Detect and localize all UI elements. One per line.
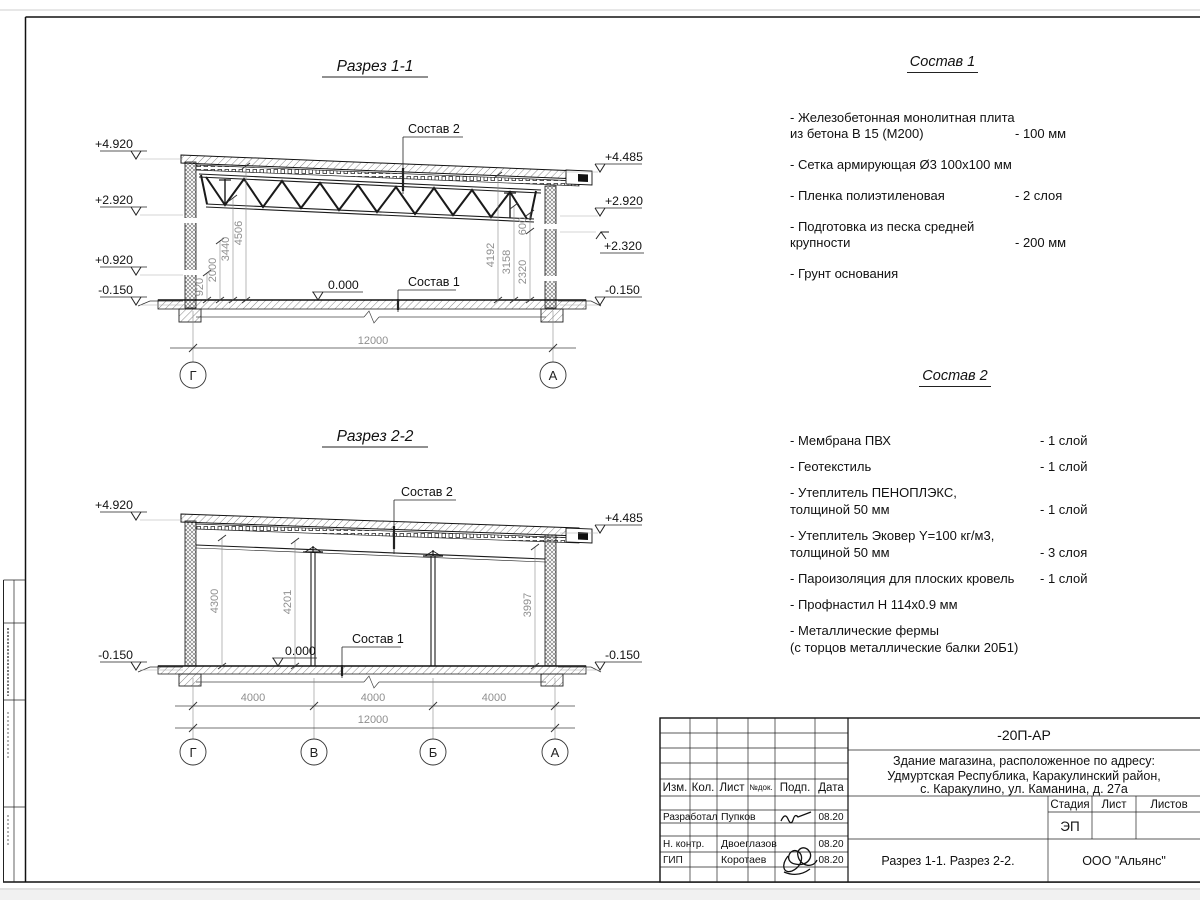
material-line2: толщиной 50 мм — [790, 545, 890, 560]
row-role: ГИП — [663, 855, 683, 866]
elevation-label: +2.920 — [605, 194, 643, 208]
row-date: 08.20 — [818, 855, 844, 866]
material-line2: (с торцов металлические балки 20Б1) — [790, 640, 1019, 655]
dim-label: 920 — [194, 277, 206, 297]
dim-label: 4000 — [481, 692, 507, 704]
side-stamp — [4, 580, 26, 882]
axis-label: Б — [428, 745, 438, 760]
material-line1: - Утеплитель Эковер Y=100 кг/м3, — [790, 528, 995, 543]
dim-label: 2000 — [207, 257, 219, 283]
stage-value: ЭП — [1060, 819, 1080, 834]
material-item — [790, 110, 1095, 142]
material-line1: - Пароизоляция для плоских кровель — [790, 571, 1015, 586]
material-item — [790, 622, 1120, 656]
material-item — [790, 570, 1120, 587]
axis-label: В — [309, 745, 319, 760]
foundation-right — [541, 674, 563, 686]
underfloor-line — [196, 311, 546, 323]
elevation-marks-left — [100, 151, 183, 305]
material-line1: - Сетка армирующая Ø3 100х100 мм — [790, 157, 1012, 172]
truss-bottom-chord-edge2 — [196, 548, 545, 562]
row-role: Разработал — [663, 812, 718, 823]
floor-slab — [158, 666, 586, 674]
material-qty: - 2 слоя — [1015, 188, 1063, 203]
company-name: ООО "Альянс" — [1082, 854, 1166, 868]
col-header-kol: Кол. — [691, 782, 715, 794]
elevation-label: +2.320 — [604, 239, 642, 253]
material-item — [790, 157, 1095, 173]
material-qty: - 1 слой — [1040, 502, 1088, 517]
material-line1: - Геотекстиль — [790, 459, 872, 474]
material-item — [790, 458, 1120, 475]
dim-label: 4000 — [360, 692, 386, 704]
col-header-ndok: №док. — [749, 783, 773, 792]
sostav2-label: Состав 2 — [408, 122, 460, 136]
col-header-list: Лист — [719, 782, 745, 794]
sheets-header: Листов — [1150, 799, 1188, 811]
truss-bottom-chord-edge — [196, 545, 545, 559]
roof-end-cap-core — [578, 174, 588, 182]
row-role: Н. контр. — [663, 839, 705, 850]
material-qty: - 100 мм — [1015, 126, 1067, 141]
material-item — [790, 432, 1120, 449]
axis-label: А — [550, 745, 560, 760]
foundation-left — [179, 309, 201, 322]
row-name: Двоеглазов — [721, 838, 777, 850]
object-address-line1: Здание магазина, расположенное по адресу: — [893, 754, 1155, 768]
elevation-label: +2.920 — [95, 193, 133, 207]
zero-mark — [312, 292, 363, 300]
col-header-data: Дата — [818, 782, 844, 794]
sostav1-list — [790, 54, 1095, 297]
zero-label: 0.000 — [328, 278, 359, 292]
material-line1: - Профнастил Н 114х0.9 мм — [790, 597, 958, 612]
material-qty: - 200 мм — [1015, 235, 1067, 250]
col-header-podp: Подп. — [779, 782, 811, 794]
material-line1: - Пленка полиэтиленовая — [790, 188, 945, 203]
material-line1: - Мембрана ПВХ — [790, 433, 891, 448]
elevation-label: +0.920 — [95, 253, 133, 267]
foundation-right — [541, 309, 563, 322]
material-item — [790, 527, 1120, 561]
material-item — [790, 484, 1120, 518]
section-1-1 — [95, 58, 644, 388]
material-line1: - Подготовка из песка средней — [790, 219, 975, 234]
wall-left — [185, 521, 196, 666]
col-header-izm: Изм. — [662, 782, 688, 794]
elevation-label: +4.920 — [95, 498, 133, 512]
object-address-line2: Удмуртская Республика, Каракулинский район, — [887, 769, 1161, 783]
sheet-title: Разрез 1-1. Разрез 2-2. — [881, 854, 1015, 868]
project-code: -20П-АР — [997, 727, 1051, 743]
elevation-label: -0.150 — [605, 283, 640, 297]
sostav1-label: Состав 1 — [352, 632, 404, 646]
object-address-line3: с. Каракулино, ул. Каманина, д. 27а — [920, 782, 1128, 796]
material-line1: - Грунт основания — [790, 266, 899, 281]
sostav1-list-title: Состав 1 — [790, 54, 1095, 73]
dim-label: 4000 — [240, 692, 266, 704]
axis-label: Г — [189, 745, 197, 760]
material-item — [790, 219, 1095, 251]
material-line1: - Утеплитель ПЕНОПЛЭКС, — [790, 485, 957, 500]
sostav2-list — [790, 368, 1120, 665]
section1-title: Разрез 1-1 — [336, 58, 414, 75]
underfloor-line — [196, 676, 546, 688]
elevation-label: +4.485 — [605, 150, 643, 164]
dim-total-label: 12000 — [357, 714, 389, 726]
section-2-2 — [95, 428, 643, 765]
floor-slab — [158, 300, 586, 309]
sostav1-label: Состав 1 — [408, 275, 460, 289]
material-qty: - 1 слой — [1040, 433, 1088, 448]
material-line2: из бетона В 15 (М200) — [790, 126, 924, 141]
dim-total-label: 12000 — [357, 335, 389, 347]
foundation-left — [179, 674, 201, 686]
dim-label: 2320 — [517, 259, 529, 285]
material-line1: - Железобетонная монолитная плита — [790, 110, 1015, 125]
axis-bubbles — [180, 362, 566, 388]
material-item — [790, 266, 1095, 282]
wall-right — [545, 535, 556, 666]
row-date: 08.20 — [818, 839, 844, 850]
axis-label: Г — [189, 368, 197, 383]
zero-mark — [272, 658, 317, 666]
elevation-label: -0.150 — [605, 648, 640, 662]
sostav2-list-title: Состав 2 — [790, 368, 1120, 387]
sheet-header: Лист — [1101, 799, 1127, 811]
dim-label: 3997 — [522, 592, 534, 618]
dim-label: 4192 — [485, 242, 497, 268]
dim-label: 4201 — [282, 589, 294, 615]
row-name: Коротаев — [721, 854, 767, 866]
material-item — [790, 188, 1095, 204]
elevation-label: +4.920 — [95, 137, 133, 151]
material-line1: - Металлические фермы — [790, 623, 939, 638]
material-qty: - 3 слоя — [1040, 545, 1088, 560]
dim-label: 4300 — [209, 588, 221, 614]
stage-header: Стадия — [1050, 799, 1090, 811]
dim-label: 3158 — [501, 249, 513, 275]
axis-label: А — [548, 368, 558, 383]
wall-right — [544, 186, 557, 308]
dim-label: 3440 — [220, 236, 232, 262]
row-date: 08.20 — [818, 812, 844, 823]
column-V — [423, 550, 443, 666]
axis-bubbles — [180, 739, 568, 765]
material-line2: толщиной 50 мм — [790, 502, 890, 517]
dim-label: 4506 — [233, 220, 245, 246]
material-item — [790, 596, 1120, 613]
elevation-label: -0.150 — [98, 648, 133, 662]
sostav2-label: Состав 2 — [401, 485, 453, 499]
zero-label: 0.000 — [285, 644, 316, 658]
section2-title: Разрез 2-2 — [336, 428, 414, 445]
elevation-label: -0.150 — [98, 283, 133, 297]
material-qty: - 1 слой — [1040, 459, 1088, 474]
elevation-marks-left — [100, 512, 183, 670]
title-block — [660, 718, 1200, 882]
row-name: Пупков — [721, 811, 756, 823]
dim-label: 600 — [517, 216, 529, 236]
elevation-label: +4.485 — [605, 511, 643, 525]
material-line2: крупности — [790, 235, 851, 250]
material-qty: - 1 слой — [1040, 571, 1088, 586]
